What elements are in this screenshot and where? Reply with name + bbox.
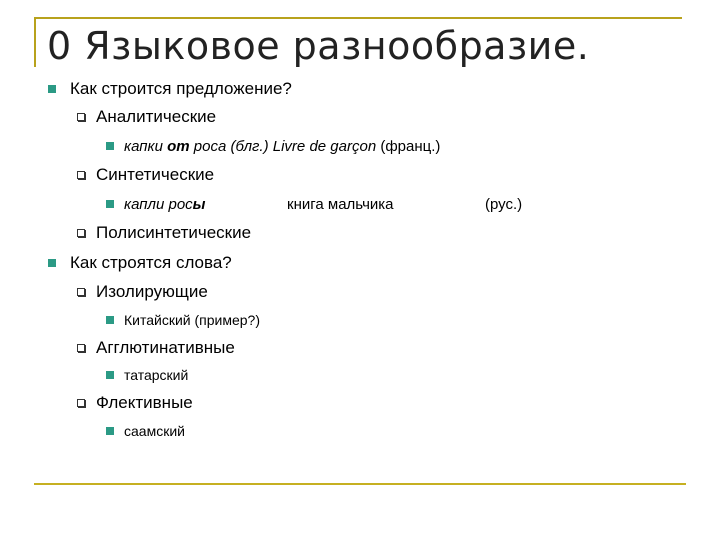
example-isolating: Китайский (пример?) (124, 312, 260, 328)
example-analytic-preposition: от (167, 138, 190, 155)
item-inflective: Флективные (96, 393, 193, 412)
hollow-square-bullet-icon (77, 229, 85, 237)
item-isolating: Изолирующие (96, 282, 208, 301)
square-bullet-icon (106, 316, 114, 324)
hollow-square-bullet-icon (77, 113, 85, 121)
example-synthetic-lang: (рус.) (485, 196, 523, 213)
example-agglutinative: татарский (124, 367, 189, 383)
item-sentence-structure: Как строится предложение? (70, 79, 292, 98)
example-synthetic (124, 197, 205, 212)
square-bullet-icon (106, 200, 114, 208)
item-synthetic: Синтетические (96, 165, 215, 184)
hollow-square-bullet-icon (77, 399, 85, 407)
example-analytic-lang: (франц.) (376, 138, 441, 155)
slide-title: 0 Языковое разнообразие. (47, 24, 590, 68)
example-synthetic-stem: капли рос (124, 196, 193, 213)
square-bullet-icon (106, 371, 114, 379)
item-polysynthetic: Полисинтетические (96, 223, 252, 242)
example-analytic-part-1: капки (124, 138, 168, 155)
hollow-square-bullet-icon (77, 288, 85, 296)
hollow-square-bullet-icon (77, 344, 85, 352)
item-analytic: Аналитические (96, 107, 217, 126)
top-rule (34, 17, 682, 19)
example-synthetic-translation: книга мальчика (287, 196, 394, 213)
square-bullet-icon (106, 142, 114, 150)
bottom-rule (34, 483, 686, 485)
example-synthetic-ending: ы (192, 196, 206, 213)
item-word-structure: Как строятся слова? (70, 253, 232, 272)
hollow-square-bullet-icon (77, 171, 85, 179)
example-analytic-part-2: роса (блг.) Livre de garçon (189, 138, 377, 155)
left-rule (34, 17, 36, 67)
square-bullet-icon (106, 427, 114, 435)
square-bullet-icon (48, 85, 56, 93)
example-inflective: саамский (124, 423, 185, 439)
square-bullet-icon (48, 259, 56, 267)
item-agglutinative: Агглютинативные (96, 338, 235, 357)
example-analytic (124, 139, 440, 154)
